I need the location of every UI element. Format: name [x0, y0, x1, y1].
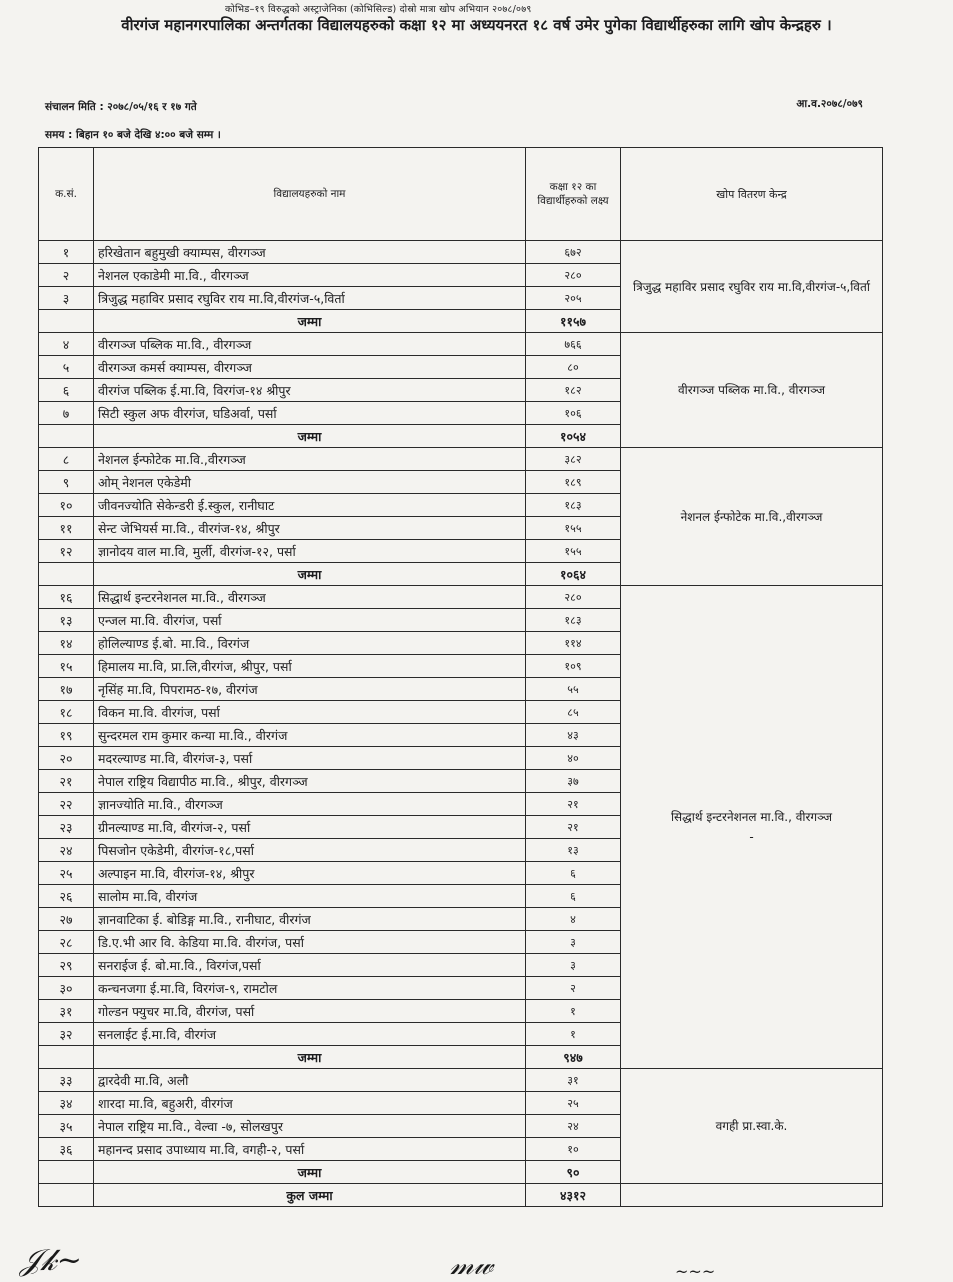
row-target: २१	[526, 793, 621, 816]
row-school-name: ज्ञानज्योति मा.वि., वीरगञ्ज	[94, 793, 526, 816]
row-school-name: मदरल्याण्ड मा.वि, वीरगंज-३, पर्सा	[94, 747, 526, 770]
row-target: १८३	[526, 609, 621, 632]
row-target: ८५	[526, 701, 621, 724]
row-serial: १७	[39, 678, 94, 701]
row-serial: १५	[39, 655, 94, 678]
page-title: वीरगंज महानगरपालिका अन्तर्गतका विद्यालयहरुको कक्षा १२ मा अध्ययनरत १८ वर्ष उमेर पुगेका विद्यार्थीहरुका लागि खोप केन्द्रहरु ।	[121, 16, 832, 34]
subtotal-label: जम्मा	[94, 425, 526, 448]
row-target: १०६	[526, 402, 621, 425]
col-header-sn: क.सं.	[39, 148, 94, 241]
subtotal-empty-cell	[39, 310, 94, 333]
row-target: ८०	[526, 356, 621, 379]
row-serial: ३३	[39, 1069, 94, 1092]
row-school-name: सालोम मा.वि, वीरगंज	[94, 885, 526, 908]
subtotal-value: ९०	[526, 1161, 621, 1184]
row-target: २८०	[526, 264, 621, 287]
row-target: १०९	[526, 655, 621, 678]
row-school-name: शारदा मा.वि, बहुअरी, वीरगंज	[94, 1092, 526, 1115]
row-serial: ३४	[39, 1092, 94, 1115]
row-school-name: नेपाल राष्ट्रिय मा.वि., वेल्वा -७, सोलखपुर	[94, 1115, 526, 1138]
signature-2: 𝓂𝓌	[450, 1248, 494, 1281]
row-target: ३१	[526, 1069, 621, 1092]
row-target: २५	[526, 1092, 621, 1115]
row-school-name: नेपाल राष्ट्रिय विद्यापीठ मा.वि., श्रीपुर, वीरगञ्ज	[94, 770, 526, 793]
row-target: २	[526, 977, 621, 1000]
row-target: ५५	[526, 678, 621, 701]
row-serial: १३	[39, 609, 94, 632]
row-target: ४३	[526, 724, 621, 747]
row-serial: १०	[39, 494, 94, 517]
row-serial: ८	[39, 448, 94, 471]
row-target: २१	[526, 816, 621, 839]
row-target: ३	[526, 931, 621, 954]
row-school-name: डि.ए.भी आर वि. केडिया मा.वि. वीरगंज, पर्सा	[94, 931, 526, 954]
table-row	[39, 448, 883, 471]
row-target: ३८२	[526, 448, 621, 471]
subtotal-label: जम्मा	[94, 1161, 526, 1184]
school-table	[38, 147, 882, 1207]
row-school-name: सिटी स्कुल अफ वीरगंज, घडिअर्वा, पर्सा	[94, 402, 526, 425]
grand-total-empty-cell	[39, 1184, 94, 1207]
table-row	[39, 241, 883, 264]
row-school-name: नृसिंह मा.वि, पिपरामठ-१७, वीरगंज	[94, 678, 526, 701]
row-school-name: जीवनज्योति सेकेन्डरी ई.स्कुल, रानीघाट	[94, 494, 526, 517]
row-school-name: अल्पाइन मा.वि, वीरगंज-१४, श्रीपुर	[94, 862, 526, 885]
row-target: २०५	[526, 287, 621, 310]
row-serial: १९	[39, 724, 94, 747]
campaign-header: कोभिड–१९ विरुद्धको अस्ट्राजेनिका (कोभिसिल्ड) दोस्रो मात्रा खोप अभियान २०७८/०७९	[225, 4, 532, 15]
row-school-name: वीरगञ्ज कमर्स क्याम्पस, वीरगञ्ज	[94, 356, 526, 379]
vaccination-center: नेशनल ईन्फोटेक मा.वि.,वीरगञ्ज	[621, 448, 883, 586]
row-serial: ४	[39, 333, 94, 356]
row-school-name: ज्ञानोदय वाल मा.वि, मुर्ली, वीरगंज-१२, पर्सा	[94, 540, 526, 563]
table-header-row	[39, 148, 883, 241]
row-target: ४	[526, 908, 621, 931]
row-target: २४	[526, 1115, 621, 1138]
subtotal-value: ९४७	[526, 1046, 621, 1069]
stray-dash-mark: -	[749, 830, 754, 844]
row-serial: २८	[39, 931, 94, 954]
row-school-name: हिमालय मा.वि, प्रा.लि,वीरगंज, श्रीपुर, पर्सा	[94, 655, 526, 678]
operation-date: संचालन मिति : २०७८/०५/१६ र १७ गते	[45, 101, 197, 113]
row-school-name: ज्ञानवाटिका ई. बोडिङ्ग मा.वि., रानीघाट, वीरगंज	[94, 908, 526, 931]
row-target: १५५	[526, 517, 621, 540]
row-serial: १४	[39, 632, 94, 655]
col-header-school: विद्यालयहरुको नाम	[94, 148, 526, 241]
row-target: ६७२	[526, 241, 621, 264]
row-serial: ७	[39, 402, 94, 425]
row-target: ३	[526, 954, 621, 977]
row-school-name: द्वारदेवी मा.वि, अलौ	[94, 1069, 526, 1092]
row-school-name: नेशनल एकाडेमी मा.वि., वीरगञ्ज	[94, 264, 526, 287]
row-school-name: ओम् नेशनल एकेडेमी	[94, 471, 526, 494]
signature-3-stamp: ~~~	[675, 1262, 716, 1281]
grand-total-label: कुल जम्मा	[94, 1184, 526, 1207]
vaccination-center: वगही प्रा.स्वा.के.	[621, 1069, 883, 1184]
grand-total-value: ४३१२	[526, 1184, 621, 1207]
row-serial: ३५	[39, 1115, 94, 1138]
row-serial: ३०	[39, 977, 94, 1000]
row-school-name: गोल्डन फ्युचर मा.वि, वीरगंज, पर्सा	[94, 1000, 526, 1023]
row-target: १३	[526, 839, 621, 862]
subtotal-label: जम्मा	[94, 310, 526, 333]
signature-1: 𝒥𝓀~	[20, 1243, 82, 1278]
subtotal-value: १०६४	[526, 563, 621, 586]
row-school-name: महानन्द प्रसाद उपाध्याय मा.वि, वगही-२, पर्सा	[94, 1138, 526, 1161]
row-target: १८३	[526, 494, 621, 517]
row-target: ३७	[526, 770, 621, 793]
row-serial: २०	[39, 747, 94, 770]
fiscal-year: आ.व.२०७८/०७९	[796, 98, 863, 110]
subtotal-empty-cell	[39, 1046, 94, 1069]
col-header-target: कक्षा १२ का विद्यार्थीहरुको लक्ष्य	[526, 148, 621, 241]
row-serial: २६	[39, 885, 94, 908]
subtotal-empty-cell	[39, 563, 94, 586]
operation-time: समय : बिहान १० बजे देखि ४:०० बजे सम्म ।	[45, 129, 221, 141]
vaccination-center: त्रिजुद्ध महाविर प्रसाद रघुविर राय मा.वि,वीरगंज-५,विर्ता	[621, 241, 883, 333]
row-serial: ९	[39, 471, 94, 494]
table-row	[39, 333, 883, 356]
subtotal-value: ११५७	[526, 310, 621, 333]
row-target: ४०	[526, 747, 621, 770]
row-target: १	[526, 1000, 621, 1023]
row-target: १०	[526, 1138, 621, 1161]
row-serial: ३२	[39, 1023, 94, 1046]
row-target: ११४	[526, 632, 621, 655]
row-serial: १८	[39, 701, 94, 724]
row-serial: १६	[39, 586, 94, 609]
row-serial: २५	[39, 862, 94, 885]
grand-total-row	[39, 1184, 883, 1207]
table-row	[39, 1069, 883, 1092]
vaccination-center: वीरगञ्ज पब्लिक मा.वि., वीरगञ्ज	[621, 333, 883, 448]
row-serial: ६	[39, 379, 94, 402]
row-school-name: सेन्ट जेभियर्स मा.वि., वीरगंज-१४, श्रीपुर	[94, 517, 526, 540]
row-target: ६	[526, 885, 621, 908]
row-school-name: विकन मा.वि. वीरगंज, पर्सा	[94, 701, 526, 724]
row-school-name: त्रिजुद्ध महाविर प्रसाद रघुविर राय मा.वि,वीरगंज-५,विर्ता	[94, 287, 526, 310]
row-serial: २१	[39, 770, 94, 793]
row-serial: १२	[39, 540, 94, 563]
row-serial: २४	[39, 839, 94, 862]
subtotal-label: जम्मा	[94, 1046, 526, 1069]
row-serial: ११	[39, 517, 94, 540]
subtotal-empty-cell	[39, 425, 94, 448]
table-row	[39, 586, 883, 609]
row-serial: २९	[39, 954, 94, 977]
row-target: १	[526, 1023, 621, 1046]
row-serial: २२	[39, 793, 94, 816]
row-target: २८०	[526, 586, 621, 609]
row-school-name: सिद्धार्थ इन्टरनेशनल मा.वि., वीरगञ्ज	[94, 586, 526, 609]
row-school-name: वीरगञ्ज पब्लिक मा.वि., वीरगञ्ज	[94, 333, 526, 356]
row-target: ६	[526, 862, 621, 885]
row-target: १५५	[526, 540, 621, 563]
vaccination-center: सिद्धार्थ इन्टरनेशनल मा.वि., वीरगञ्ज -	[621, 586, 883, 1069]
row-target: ७६६	[526, 333, 621, 356]
col-header-center: खोप वितरण केन्द्र	[621, 148, 883, 241]
row-serial: ३१	[39, 1000, 94, 1023]
row-serial: ३	[39, 287, 94, 310]
row-school-name: नेशनल ईन्फोटेक मा.वि.,वीरगञ्ज	[94, 448, 526, 471]
row-target: १८२	[526, 379, 621, 402]
row-target: १८९	[526, 471, 621, 494]
row-school-name: सनलाईट ई.मा.वि, वीरगंज	[94, 1023, 526, 1046]
row-school-name: वीरगंज पब्लिक ई.मा.वि, विरगंज-१४ श्रीपुर	[94, 379, 526, 402]
row-serial: २७	[39, 908, 94, 931]
subtotal-empty-cell	[39, 1161, 94, 1184]
row-school-name: एन्जल मा.वि. वीरगंज, पर्सा	[94, 609, 526, 632]
row-school-name: होलिल्याण्ड ई.बो. मा.वि., विरगंज	[94, 632, 526, 655]
row-school-name: हरिखेतान बहुमुखी क्याम्पस, वीरगञ्ज	[94, 241, 526, 264]
row-school-name: सुन्दरमल राम कुमार कन्या मा.वि., वीरगंज	[94, 724, 526, 747]
row-school-name: पिसजोन एकेडेमी, वीरगंज-१८,पर्सा	[94, 839, 526, 862]
subtotal-value: १०५४	[526, 425, 621, 448]
row-serial: २३	[39, 816, 94, 839]
row-school-name: कन्चनजगा ई.मा.वि, विरगंज-९, रामटोल	[94, 977, 526, 1000]
subtotal-label: जम्मा	[94, 563, 526, 586]
row-school-name: सनराईज ई. बो.मा.वि., विरगंज,पर्सा	[94, 954, 526, 977]
row-serial: १	[39, 241, 94, 264]
row-school-name: ग्रीनल्याण्ड मा.वि, वीरगंज-२, पर्सा	[94, 816, 526, 839]
row-serial: ५	[39, 356, 94, 379]
row-serial: ३६	[39, 1138, 94, 1161]
row-serial: २	[39, 264, 94, 287]
grand-total-blank-center	[621, 1184, 883, 1207]
